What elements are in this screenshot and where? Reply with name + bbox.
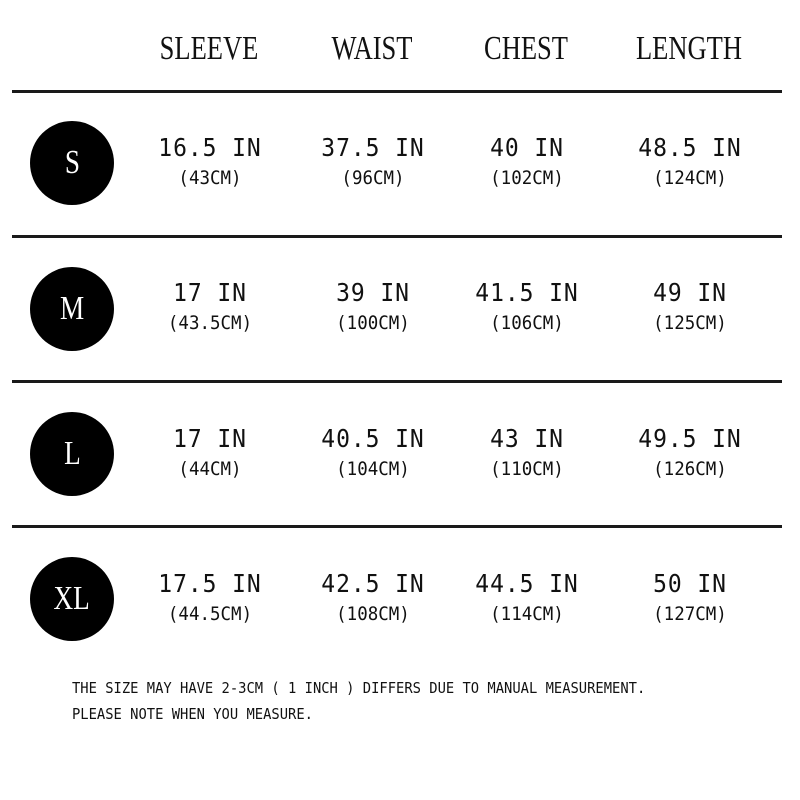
waist-cm: (100CM) — [336, 312, 410, 334]
sleeve-cell — [130, 278, 290, 336]
length-inches: 48.5 IN — [638, 133, 742, 162]
length-cm: (124CM) — [653, 167, 727, 189]
waist-cell — [293, 569, 453, 627]
waist-inches: 40.5 IN — [321, 424, 425, 453]
waist-cm: (104CM) — [336, 458, 410, 480]
length-inches: 49 IN — [653, 278, 727, 307]
waist-cell — [293, 278, 453, 336]
length-cell — [610, 569, 770, 627]
size-row-s — [0, 93, 800, 238]
chest-inches: 41.5 IN — [475, 278, 579, 307]
chest-cell — [447, 278, 607, 336]
sleeve-cm: (43.5CM) — [167, 312, 253, 334]
chest-cell — [447, 133, 607, 191]
chest-inches: 40 IN — [490, 133, 564, 162]
waist-cm: (108CM) — [336, 603, 410, 625]
length-inches: 50 IN — [653, 569, 727, 598]
sleeve-inches: 16.5 IN — [158, 133, 262, 162]
length-cm: (126CM) — [653, 458, 727, 480]
size-badge: M — [30, 267, 114, 351]
column-header-sleeve: SLEEVE — [159, 30, 259, 67]
chest-inches: 43 IN — [490, 424, 564, 453]
measurement-note — [72, 675, 725, 727]
size-badge: XL — [30, 557, 114, 641]
waist-inches: 39 IN — [336, 278, 410, 307]
waist-cm: (96CM) — [341, 167, 405, 189]
length-cm: (125CM) — [653, 312, 727, 334]
column-header-length: LENGTH — [635, 30, 743, 67]
length-cell — [610, 278, 770, 336]
size-chart-header — [0, 0, 800, 90]
column-header-waist: WAIST — [331, 30, 413, 67]
waist-inches: 37.5 IN — [321, 133, 425, 162]
sleeve-cell — [130, 133, 290, 191]
sleeve-cm: (43CM) — [178, 167, 242, 189]
chest-cell — [447, 424, 607, 482]
chest-inches: 44.5 IN — [475, 569, 579, 598]
length-cell — [610, 424, 770, 482]
sleeve-cell — [130, 569, 290, 627]
sleeve-inches: 17 IN — [173, 278, 247, 307]
chest-cm: (102CM) — [490, 167, 564, 189]
measurement-note-line-2: PLEASE NOTE WHEN YOU MEASURE. — [72, 705, 313, 723]
chest-cm: (110CM) — [490, 458, 564, 480]
size-badge: S — [30, 121, 114, 205]
measurement-note-line-1: THE SIZE MAY HAVE 2-3CM ( 1 INCH ) DIFFERS DUE TO MANUAL MEASUREMENT. — [72, 679, 646, 697]
waist-inches: 42.5 IN — [321, 569, 425, 598]
size-badge: L — [30, 412, 114, 496]
chest-cm: (114CM) — [490, 603, 564, 625]
length-cm: (127CM) — [653, 603, 727, 625]
sleeve-cell — [130, 424, 290, 482]
waist-cell — [293, 424, 453, 482]
sleeve-cm: (44.5CM) — [167, 603, 253, 625]
sleeve-cm: (44CM) — [178, 458, 242, 480]
chest-cell — [447, 569, 607, 627]
column-header-chest: CHEST — [484, 30, 568, 67]
chest-cm: (106CM) — [490, 312, 564, 334]
sleeve-inches: 17 IN — [173, 424, 247, 453]
length-cell — [610, 133, 770, 191]
size-row-m — [0, 238, 800, 383]
sleeve-inches: 17.5 IN — [158, 569, 262, 598]
length-inches: 49.5 IN — [638, 424, 742, 453]
waist-cell — [293, 133, 453, 191]
size-row-l — [0, 383, 800, 528]
size-row-xl — [0, 528, 800, 673]
